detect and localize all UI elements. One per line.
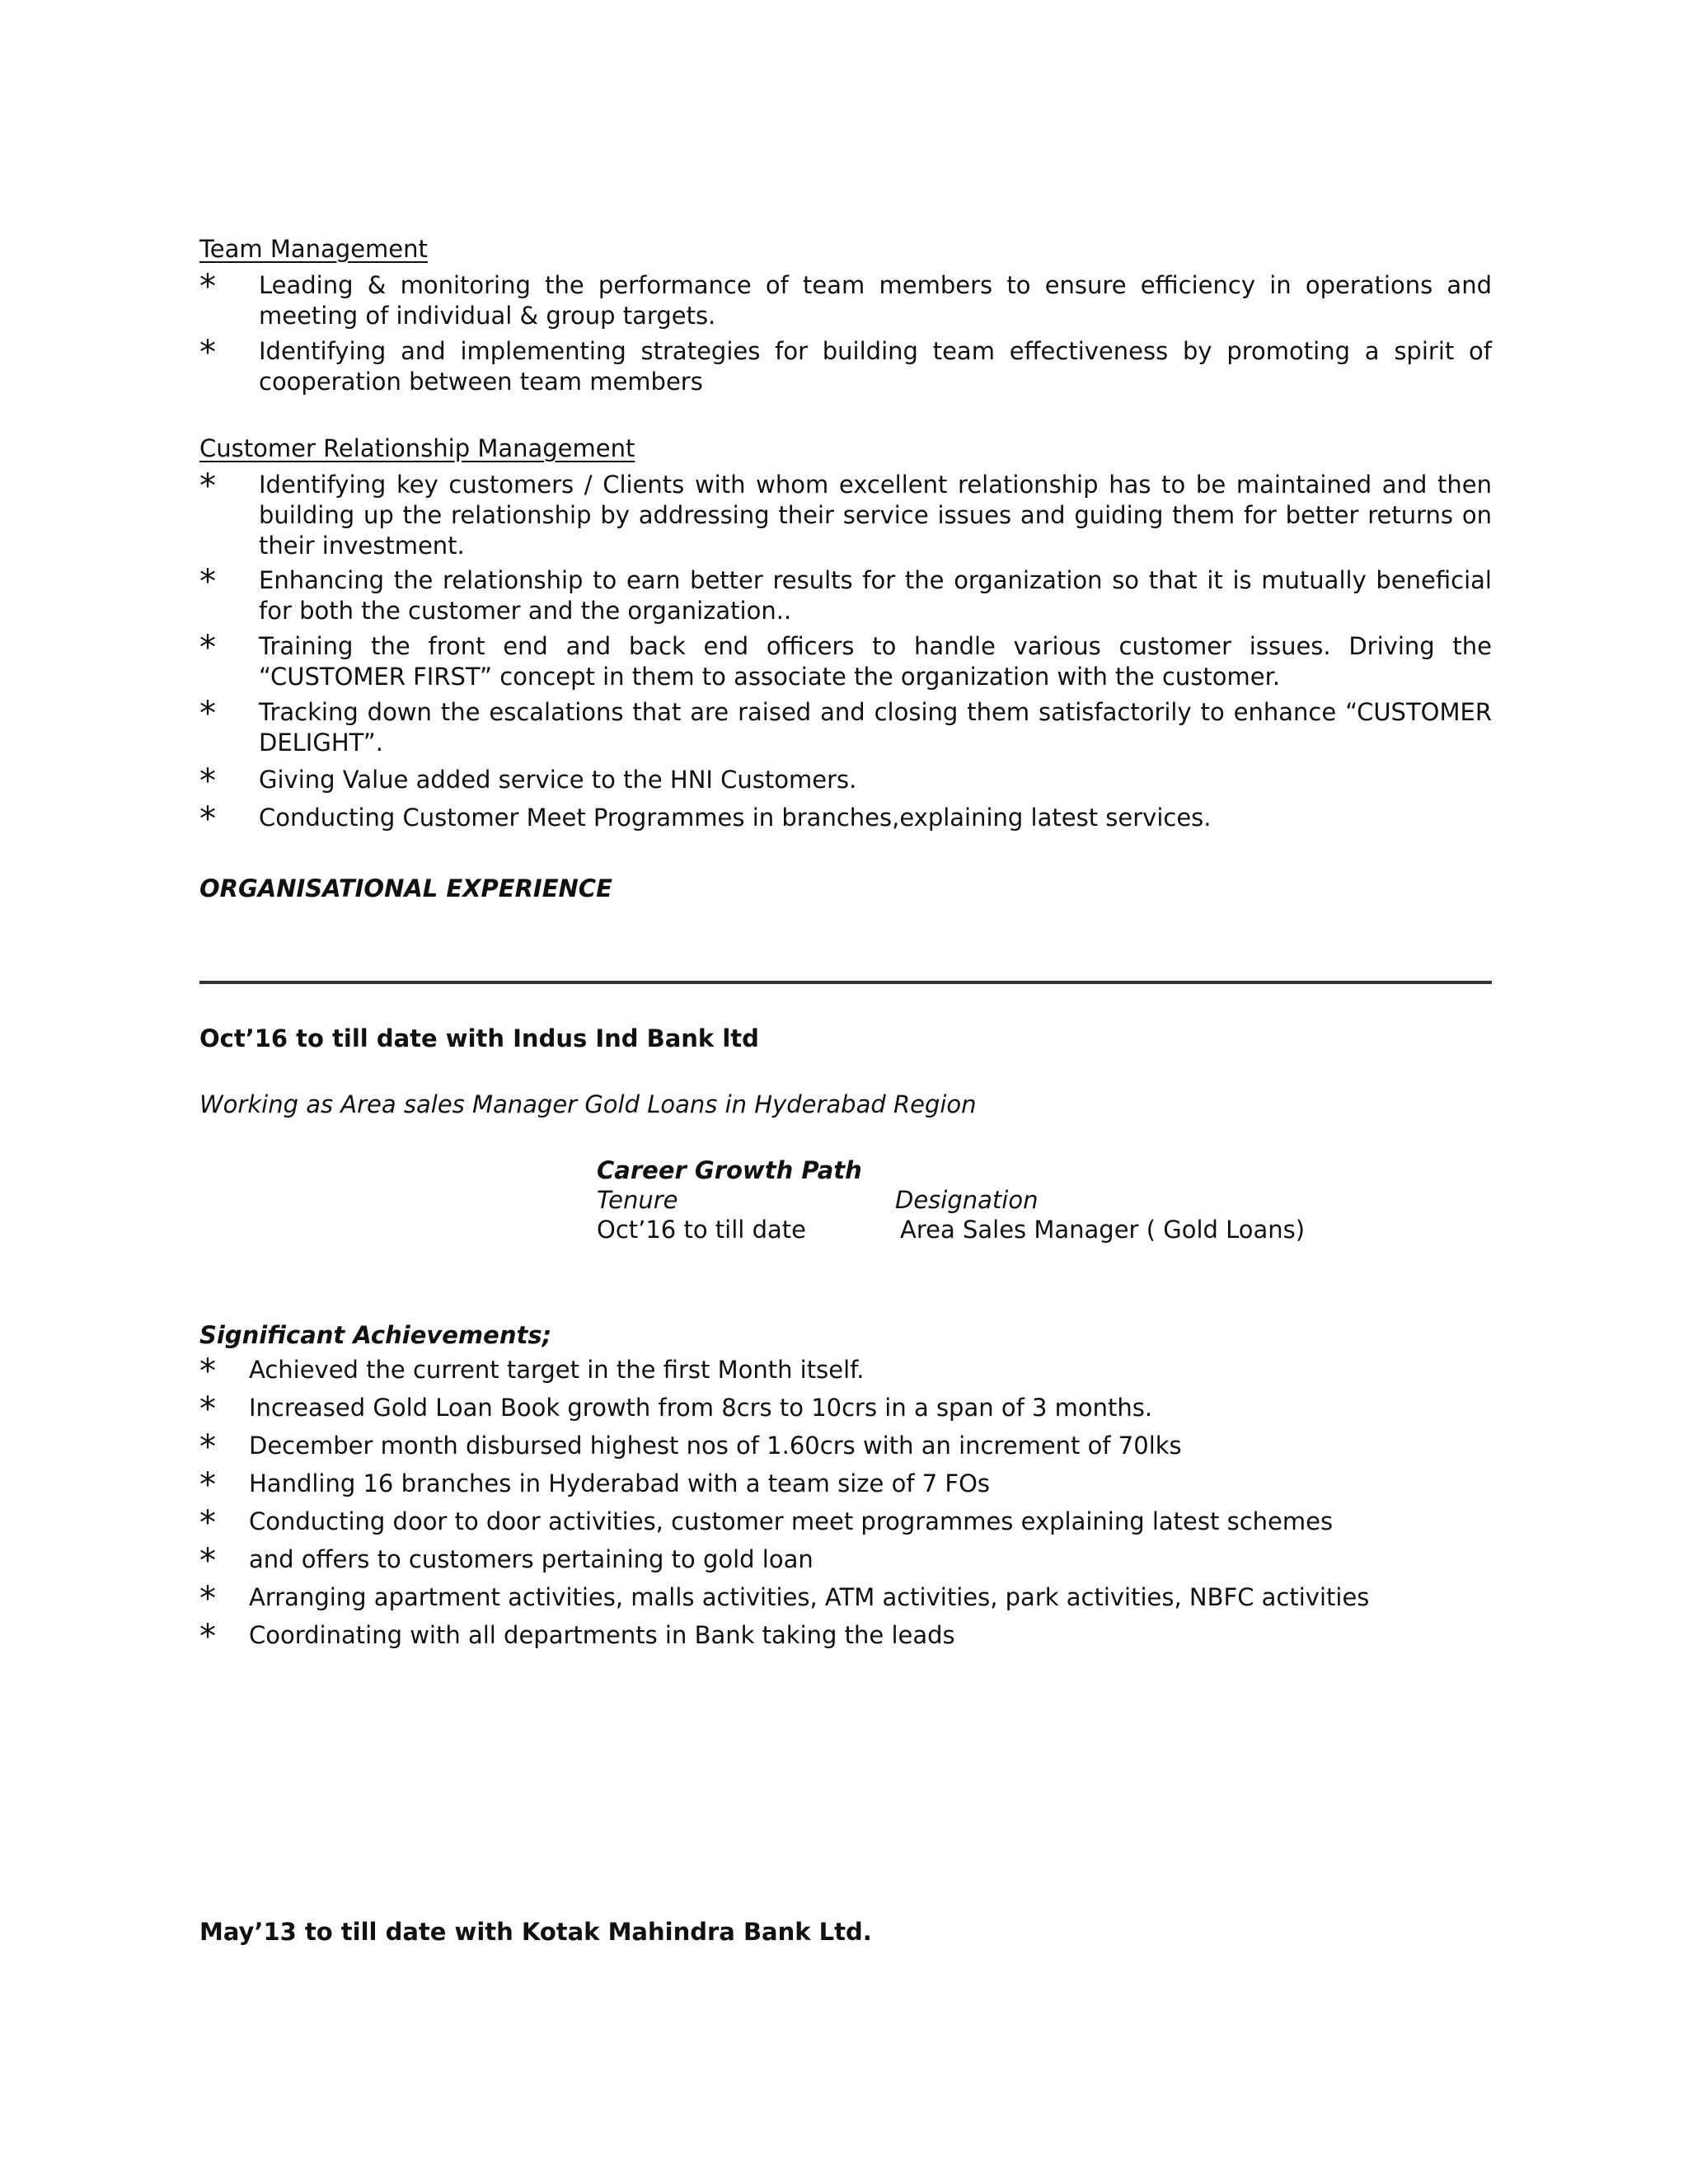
bullet-asterisk: * <box>199 1504 216 1542</box>
crm-item: Giving Value added service to the HNI Customers. <box>259 766 857 794</box>
tenure-value: Oct’16 to till date <box>597 1216 806 1244</box>
achievement-item: Conducting door to door activities, customer meet programmes explaining latest schemes <box>249 1507 1334 1535</box>
achievement-item: Coordinating with all departments in Bank taking the leads <box>249 1621 955 1649</box>
bullet-asterisk: * <box>199 467 216 505</box>
achievement-item: Increased Gold Loan Book growth from 8crs to 10crs in a span of 3 months. <box>249 1394 1153 1422</box>
crm-item: Enhancing the relationship to earn better results for the organization so that it is mutually beneficial for both the customer and the organization.. <box>259 566 1492 625</box>
team-management-item: Identifying and implementing strategies for building team effectiveness by promoting a spirit of cooperation between team members <box>259 337 1492 396</box>
crm-item: Tracking down the escalations that are raised and closing them satisfactorily to enhance “CUSTOMER DELIGHT”. <box>259 698 1492 757</box>
achievement-item: Handling 16 branches in Hyderabad with a team size of 7 FOs <box>249 1469 991 1497</box>
achievement-item: Achieved the current target in the first Month itself. <box>249 1356 865 1384</box>
designation-value: Area Sales Manager ( Gold Loans) <box>900 1216 1306 1244</box>
achievement-item: Arranging apartment activities, malls activities, ATM activities, park activities, NBFC activities <box>249 1583 1370 1611</box>
bullet-asterisk: * <box>199 268 216 306</box>
tenure-header: Tenure <box>597 1186 678 1214</box>
bullet-asterisk: * <box>199 800 216 838</box>
bullet-asterisk: * <box>199 1618 216 1656</box>
bullet-asterisk: * <box>199 334 216 372</box>
achievement-item: December month disbursed highest nos of 1.60crs with an increment of 70lks <box>249 1432 1182 1460</box>
bullet-asterisk: * <box>199 1428 216 1466</box>
team-management-item: Leading & monitoring the performance of team members to ensure efficiency in operations and meeting of individual & group targets. <box>259 271 1492 330</box>
crm-item: Identifying key customers / Clients with whom excellent relationship has to be maintained and then building up the relationship by addressing their service issues and guiding them for better returns on their investment. <box>259 471 1492 560</box>
section-divider <box>199 981 1492 984</box>
indusind-title: Oct’16 to till date with Indus Ind Bank ltd <box>199 1024 759 1052</box>
crm-item: Training the front end and back end officers to handle various customer issues. Driving the “CUSTOMER FIRST” concept in them to associate the organization with the customer. <box>259 632 1492 691</box>
org-experience-heading: ORGANISATIONAL EXPERIENCE <box>199 874 612 902</box>
bullet-asterisk: * <box>199 762 216 800</box>
crm-item: Conducting Customer Meet Programmes in branches,explaining latest services. <box>259 804 1212 832</box>
achievements-heading: Significant Achievements; <box>199 1321 552 1349</box>
bullet-asterisk: * <box>199 1580 216 1618</box>
bullet-asterisk: * <box>199 1466 216 1504</box>
career-growth-title: Career Growth Path <box>597 1156 862 1184</box>
team-management-heading: Team Management <box>199 235 428 263</box>
indusind-role: Working as Area sales Manager Gold Loans in Hyderabad Region <box>199 1090 977 1118</box>
achievement-item: and offers to customers pertaining to gold loan <box>249 1545 814 1573</box>
crm-heading: Customer Relationship Management <box>199 434 635 462</box>
bullet-asterisk: * <box>199 563 216 601</box>
bullet-asterisk: * <box>199 1352 216 1390</box>
bullet-asterisk: * <box>199 1390 216 1428</box>
bullet-asterisk: * <box>199 695 216 733</box>
kotak-title: May’13 to till date with Kotak Mahindra Bank Ltd. <box>199 1918 872 1946</box>
bullet-asterisk: * <box>199 1542 216 1580</box>
bullet-asterisk: * <box>199 629 216 667</box>
designation-header: Designation <box>895 1186 1039 1214</box>
